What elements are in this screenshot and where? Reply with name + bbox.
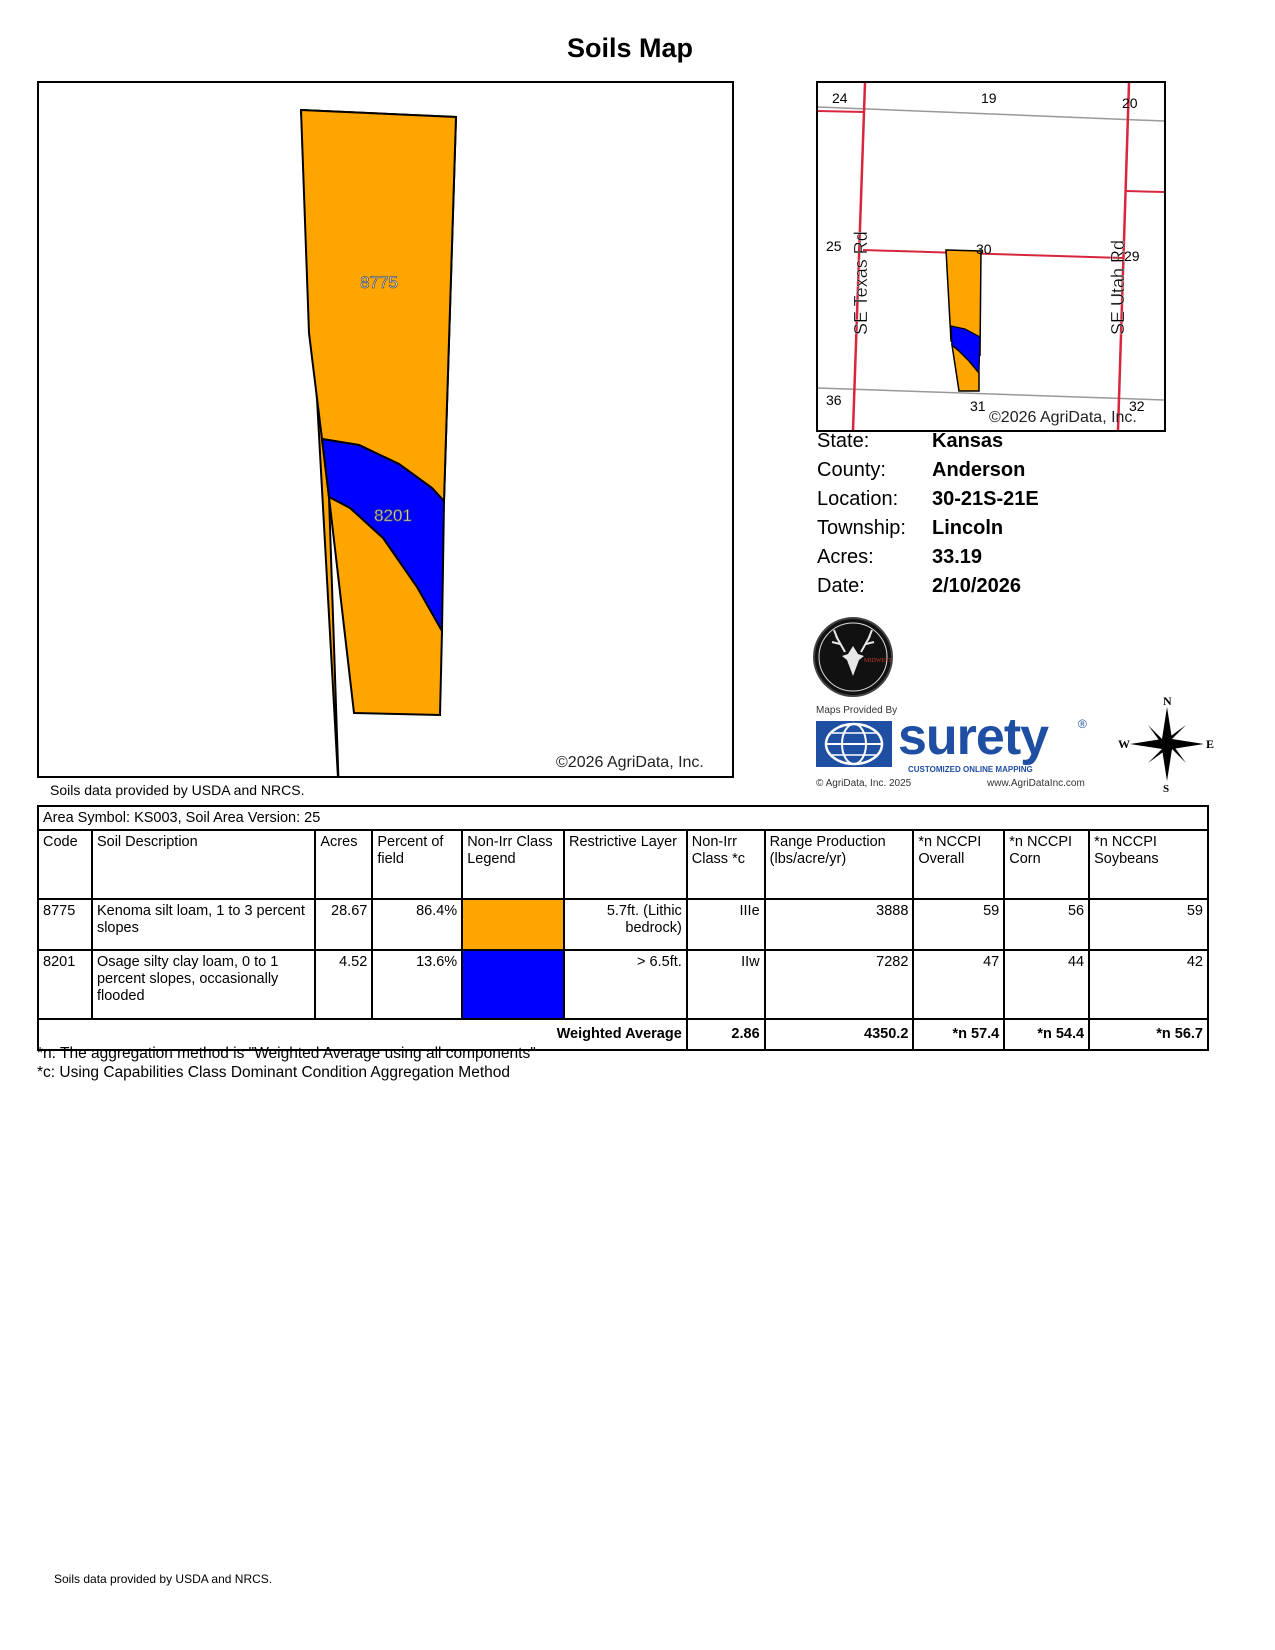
footnote-n: *n: The aggregation method is "Weighted Average using all components" — [37, 1045, 536, 1062]
section-label-32: 32 — [1129, 398, 1145, 414]
header-restrictive: Restrictive Layer — [564, 830, 687, 899]
cell-nccpi-corn: 44 — [1004, 950, 1089, 1019]
weighted-nccpi-overall: *n 57.4 — [913, 1019, 1004, 1050]
globe-icon — [814, 719, 894, 769]
area-symbol: Area Symbol: KS003, Soil Area Version: 25 — [38, 806, 1208, 830]
header-percent: Percent of field — [372, 830, 462, 899]
surety-url: www.AgriDataInc.com — [987, 778, 1085, 789]
soils-map-canvas — [39, 83, 732, 776]
cell-legend — [462, 950, 564, 1019]
info-label: Location: — [817, 488, 899, 510]
locator-map-canvas — [818, 83, 1164, 430]
info-label: Acres: — [817, 546, 874, 568]
surety-wordmark: surety — [898, 708, 1049, 766]
info-label: County: — [817, 459, 886, 481]
cell-restrictive: 5.7ft. (Lithic bedrock) — [564, 899, 687, 950]
weighted-nccpi-soy: *n 56.7 — [1089, 1019, 1208, 1050]
header-soil-description: Soil Description — [92, 830, 315, 899]
cell-legend — [462, 899, 564, 950]
compass-s: S — [1163, 783, 1170, 793]
section-label-24: 24 — [832, 90, 848, 106]
weighted-average-label: Weighted Average — [38, 1019, 687, 1050]
surety-tagline: CUSTOMIZED ONLINE MAPPING — [908, 765, 1033, 774]
header-code: Code — [38, 830, 92, 899]
cell-nccpi-overall: 59 — [913, 899, 1004, 950]
surety-copyright: © AgriData, Inc. 2025 — [816, 778, 912, 789]
info-value: 33.19 — [932, 546, 983, 568]
footnote-c: *c: Using Capabilities Class Dominant Condition Aggregation Method — [37, 1064, 511, 1081]
header-nccpi-corn: *n NCCPI Corn — [1004, 830, 1089, 899]
section-label-19: 19 — [981, 90, 997, 106]
maps-provided-by: Maps Provided By — [816, 705, 898, 716]
cell-nccpi-soy: 42 — [1089, 950, 1208, 1019]
info-value: Lincoln — [932, 517, 1004, 539]
cell-code: 8201 — [38, 950, 92, 1019]
section-label-36: 36 — [826, 392, 842, 408]
soils-map[interactable] — [37, 81, 734, 778]
midwest-deer-logo — [812, 616, 894, 698]
header-class: Non-Irr Class *c — [687, 830, 765, 899]
cell-nccpi-overall: 47 — [913, 950, 1004, 1019]
info-label: Date: — [817, 575, 865, 597]
cell-percent: 13.6% — [372, 950, 462, 1019]
compass-n: N — [1163, 695, 1172, 708]
info-value: 30-21S-21E — [932, 488, 1039, 510]
weighted-nccpi-corn: *n 54.4 — [1004, 1019, 1089, 1050]
map-copyright: ©2026 AgriData, Inc. — [556, 754, 704, 771]
locator-map[interactable] — [816, 81, 1166, 432]
header-nccpi-overall: *n NCCPI Overall — [913, 830, 1004, 899]
section-label-31: 31 — [970, 398, 986, 414]
soils-credit-footer: Soils data provided by USDA and NRCS. — [54, 1572, 273, 1586]
soil-label-8775: 8775 — [360, 273, 398, 292]
header-acres: Acres — [315, 830, 372, 899]
cell-restrictive: > 6.5ft. — [564, 950, 687, 1019]
header-legend: Non-Irr Class Legend — [462, 830, 564, 899]
cell-class: IIIe — [687, 899, 765, 950]
compass-e: E — [1206, 737, 1215, 751]
cell-percent: 86.4% — [372, 899, 462, 950]
weighted-class: 2.86 — [687, 1019, 765, 1050]
cell-nccpi-soy: 59 — [1089, 899, 1208, 950]
table-header-row — [38, 830, 1208, 899]
road-label-texas: SE Texas Rd — [851, 231, 871, 335]
deer-logo-text: MIDWEST — [864, 658, 892, 664]
header-nccpi-soybeans: *n NCCPI Soybeans — [1089, 830, 1208, 899]
section-label-29: 29 — [1124, 248, 1140, 264]
surety-logo — [814, 705, 1104, 792]
cell-range: 3888 — [765, 899, 914, 950]
info-value: 2/10/2026 — [932, 575, 1021, 597]
cell-class: IIw — [687, 950, 765, 1019]
info-label: Township: — [817, 517, 906, 539]
legend-swatch-8775 — [463, 900, 563, 949]
legend-swatch-8201 — [463, 951, 563, 1018]
cell-acres: 28.67 — [315, 899, 372, 950]
section-label-25: 25 — [826, 238, 842, 254]
header-range: Range Production (lbs/acre/yr) — [765, 830, 914, 899]
soil-label-8201: 8201 — [374, 506, 412, 525]
soils-credit: Soils data provided by USDA and NRCS. — [50, 782, 305, 798]
cell-code: 8775 — [38, 899, 92, 950]
section-label-30: 30 — [976, 241, 992, 257]
compass-w: W — [1118, 737, 1130, 751]
compass-rose-icon — [1118, 695, 1216, 793]
cell-range: 7282 — [765, 950, 914, 1019]
road-label-utah: SE Utah Rd — [1108, 239, 1128, 335]
table-row — [38, 899, 1208, 950]
cell-description: Kenoma silt loam, 1 to 3 percent slopes — [92, 899, 315, 950]
info-value: Kansas — [932, 430, 1004, 452]
table-row — [38, 950, 1208, 1019]
page-title: Soils Map — [566, 33, 694, 63]
info-label: State: — [817, 430, 870, 452]
section-label-20: 20 — [1122, 95, 1138, 111]
soil-table — [37, 805, 1209, 1051]
cell-acres: 4.52 — [315, 950, 372, 1019]
info-value: Anderson — [932, 459, 1026, 481]
cell-nccpi-corn: 56 — [1004, 899, 1089, 950]
surety-reg-mark: ® — [1078, 717, 1087, 731]
locator-copyright: ©2026 AgriData, Inc. — [989, 409, 1137, 426]
cell-description: Osage silty clay loam, 0 to 1 percent slopes, occasionally flooded — [92, 950, 315, 1019]
weighted-range: 4350.2 — [765, 1019, 914, 1050]
